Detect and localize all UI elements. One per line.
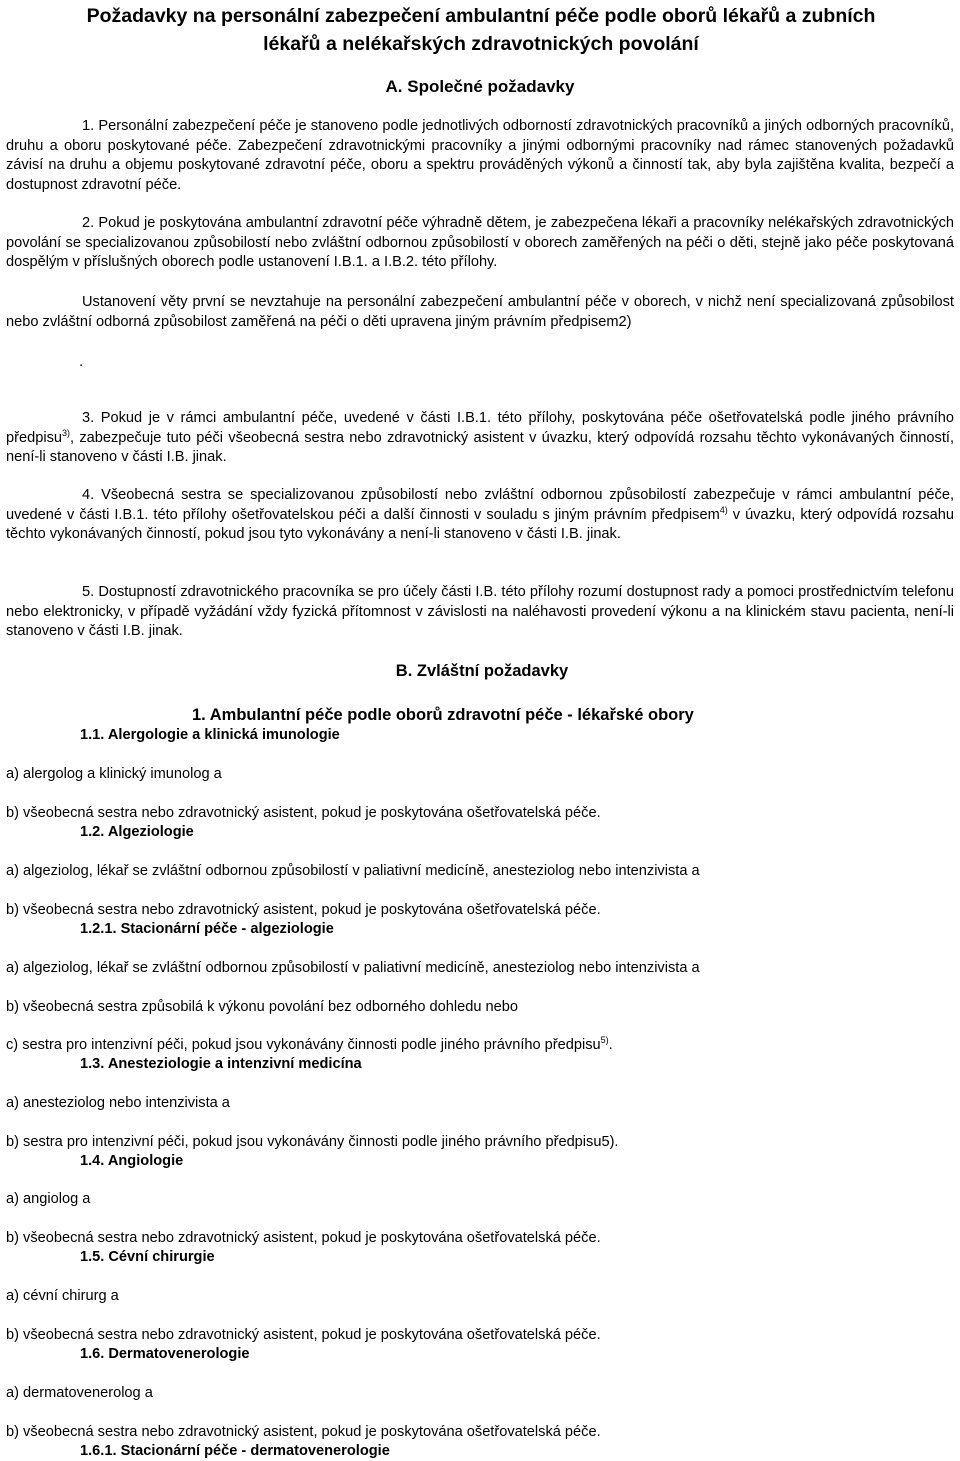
section-b-heading [0,660,960,682]
list-item: a) cévní chirurg a [6,1288,119,1304]
subsection-heading-1-5: 1.5. Cévní chirurgie [80,1249,215,1265]
paragraph-4 [6,486,954,545]
section-b1-heading: 1. Ambulantní péče podle oborů zdravotní péče - lékařské obory [192,706,694,724]
list-item: a) alergolog a klinický imunolog a [6,766,222,782]
subsection-heading-1-4: 1.4. Angiologie [80,1153,184,1169]
section-a-heading: A. Společné požadavky [385,77,575,96]
list-item: b) sestra pro intenzivní péči, pokud jsou vykonávány činnosti podle jiného právního předpisu5). [6,1134,619,1150]
stray-dot: . [79,353,84,370]
list-item: a) algeziolog, lékař se zvláštní odbornou způsobilostí v paliativní medicíně, anesteziolog nebo intenzivista a [6,960,700,976]
paragraph-3-text: 3. Pokud je v rámci ambulantní péče, uvedené v části I.B.1. této přílohy, poskytována péče ošetřovatelská podle jiného právního předpisu [6,410,954,446]
list-item [6,1036,613,1055]
list-item: b) všeobecná sestra nebo zdravotnický asistent, pokud je poskytována ošetřovatelská péče. [6,1424,601,1440]
subsection-heading-1-2: 1.2. Algeziologie [80,824,194,840]
paragraph-2-continuation: Ustanovení věty první se nevztahuje na personální zabezpečení ambulantní péče v oborech, v nichž není specializovaná způsobilost nebo zvláštní odborná způsobilost zaměřená na péči o děti upravena jiným právním předpisem2) [6,294,954,330]
list-item: a) dermatovenerolog a [6,1385,153,1401]
list-item: a) anesteziolog nebo intenzivista a [6,1095,230,1111]
list-item: a) algeziolog, lékař se zvláštní odbornou způsobilostí v paliativní medicíně, anesteziolog nebo intenzivista a [6,863,700,879]
section-b-heading-text: B. Zvláštní požadavky [395,662,569,680]
list-item: a) angiolog a [6,1191,91,1207]
paragraph-3-text-end: , zabezpečuje tuto péči všeobecná sestra nebo zdravotnický asistent v úvazku, který odpovídá rozsahu těchto vykonávaných činností, není-li stanoveno v části I.B. jinak. [6,429,954,465]
paragraph-3 [6,409,954,468]
list-item-text: c) sestra pro intenzivní péči, pokud jsou vykonávány činnosti podle jiného právního předpisu [6,1037,601,1053]
paragraph-2: 2. Pokud je poskytována ambulantní zdravotní péče výhradně dětem, je zabezpečena lékaři a pracovníky nelékařských zdravotnických povolání se specializovanou způsobilostí nebo zvláštní odbornou způsobilostí v oborech zaměřených na péči o děti, stejně jako péče poskytovaná dospělým v příslušných oborech podle ustanovení I.B.1. a I.B.2. této přílohy. [6,215,954,270]
document-title [6,2,956,58]
footnote-ref-4: 4) [719,504,728,515]
list-item: b) všeobecná sestra nebo zdravotnický asistent, pokud je poskytována ošetřovatelská péče. [6,805,601,821]
paragraph-5: 5. Dostupností zdravotnického pracovníka se pro účely části I.B. této přílohy rozumí dostupnost rady a pomoci prostřednictvím telefonu nebo elektronicky, v případě vyžádání vždy fyzická přítomnost v závislosti na naléhavosti provedení výkonu a na klinickém stavu pacienta, není-li stanoveno v části I.B. jinak. [6,584,954,639]
paragraph-1: 1. Personální zabezpečení péče je stanoveno podle jednotlivých odborností zdravotnických pracovníků a jiných odborných pracovníků, druhu a oboru poskytované péče. Zabezpečení zdravotnickými pracovníky a jinými odbornými pracovníky nad rámec stanovených požadavků závisí na druhu a objemu poskytované zdravotní péče, oboru a spektru prováděných výkonů a činností tak, aby byla zajištěna kvalita, bezpečí a dostupnost zdravotní péče. [6,118,954,193]
list-item-text-end: . [608,1037,613,1053]
list-item: b) všeobecná sestra nebo zdravotnický asistent, pokud je poskytována ošetřovatelská péče. [6,1327,601,1343]
paragraph-4-text: 4. Všeobecná sestra se specializovanou způsobilostí nebo zvláštní odbornou způsobilostí zabezpečuje v rámci ambulantní péče, uvedené v části I.B.1. této přílohy ošetřovatelskou péči a další činnosti v souladu s jiným právním předpisem [6,487,954,523]
list-item: b) všeobecná sestra způsobilá k výkonu povolání bez odborného dohledu nebo [6,999,518,1015]
title-line-1: Požadavky na personální zabezpečení ambulantní péče podle oborů lékařů a zubních [86,5,876,27]
subsection-heading-1-2-1: 1.2.1. Stacionární péče - algeziologie [80,921,334,937]
subsection-heading-1-6: 1.6. Dermatovenerologie [80,1346,250,1362]
list-item: b) všeobecná sestra nebo zdravotnický asistent, pokud je poskytována ošetřovatelská péče. [6,1230,601,1246]
footnote-ref-3: 3) [61,427,70,438]
title-line-2: lékařů a nelékařských zdravotnických povolání [263,33,699,55]
subsection-heading-1-6-1: 1.6.1. Stacionární péče - dermatovenerologie [80,1443,390,1459]
subsection-heading-1-1: 1.1. Alergologie a klinická imunologie [80,727,340,743]
subsection-heading-1-3: 1.3. Anesteziologie a intenzivní medicína [80,1056,362,1072]
footnote-ref-5: 5) [600,1035,609,1046]
paragraph-4-text-end: v úvazku, který odpovídá rozsahu těchto vykonávaných činností, pokud jsou tyto vykonávány a není-li stanoveno v části I.B. jinak. [6,506,954,542]
list-item: b) všeobecná sestra nebo zdravotnický asistent, pokud je poskytována ošetřovatelská péče. [6,902,601,918]
